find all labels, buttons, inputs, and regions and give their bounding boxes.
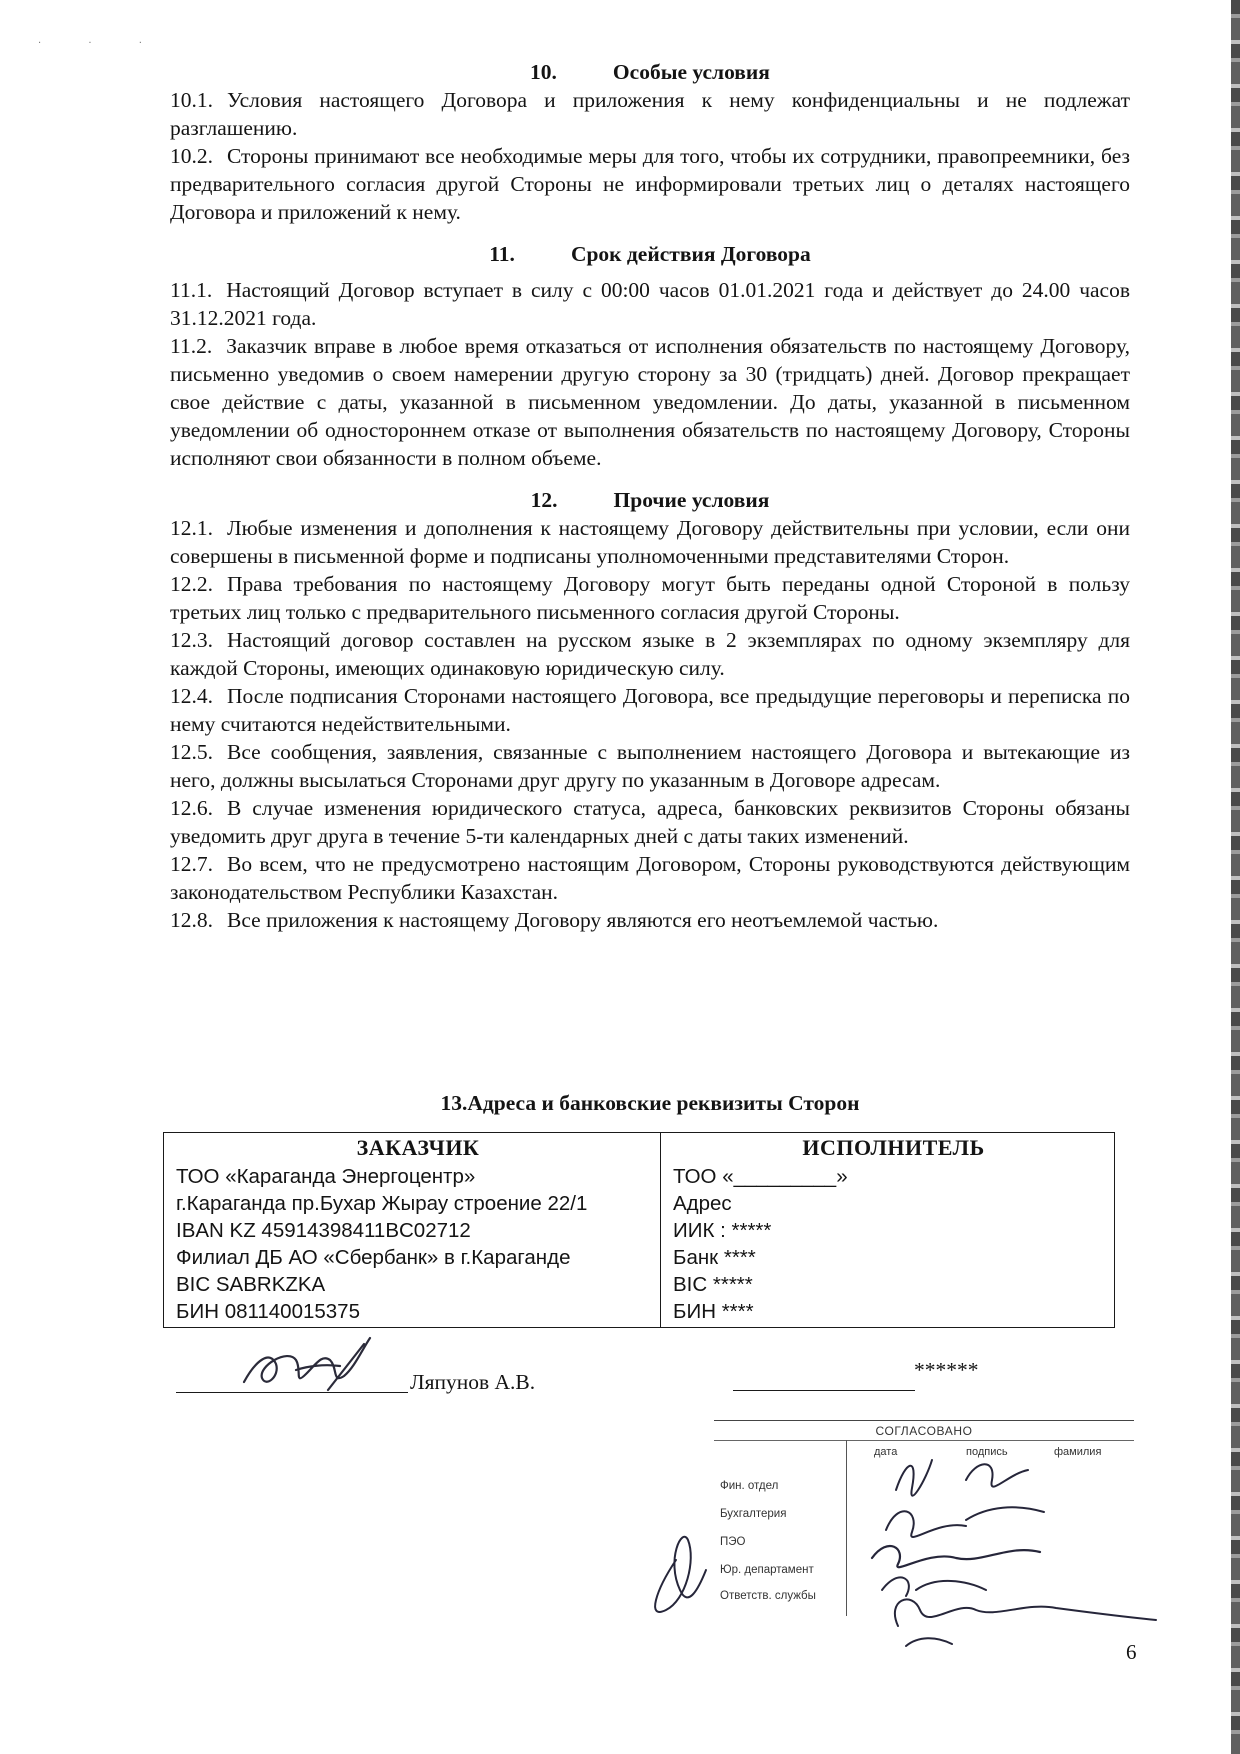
customer-line: IBAN KZ 45914398411BC02712 (176, 1219, 471, 1242)
clause-12-2: 12.2. Права требования по настоящему Договору могут быть переданы одной Стороной в пользу третьих лиц только с предварительного письменного согласия другой Стороны. (170, 572, 1130, 624)
scan-dots-artifact: · · · (38, 38, 164, 49)
stamp-col-sign: подпись (966, 1446, 1008, 1458)
contractor-column (661, 1133, 1114, 1327)
contractor-line: ИИК : ***** (673, 1219, 772, 1242)
contractor-signature-line (733, 1390, 915, 1391)
clause-10-2: 10.2. Стороны принимают все необходимые меры для того, чтобы их сотрудники, правопреемники, без предварительного согласия другой Стороны не информировали третьих лиц о деталях настоящего Договора и приложений к нему. (170, 144, 1130, 224)
section-heading-11: 11. Срок действия Договора (489, 242, 811, 266)
customer-line: г.Караганда пр.Бухар Жырау строение 22/1 (176, 1192, 588, 1215)
stamp-row-label: Бухгалтерия (720, 1508, 787, 1520)
scan-edge-artifact (1231, 0, 1240, 1754)
contractor-line: ТОО «_________» (673, 1165, 848, 1188)
stamp-row-label: Юр. департамент (720, 1564, 814, 1576)
stamp-title: СОГЛАСОВАНО (875, 1424, 973, 1438)
clause-11-2: 11.2. Заказчик вправе в любое время отказаться от исполнения обязательств по настоящему Договору, письменно уведомив о своем намерении другую сторону за 30 (тридцать) дней. Договор прекращает свое действие с даты, указанной в письменном уведомлении. До даты, указанной в письменном уведомлении об одностороннем отказе от выполнения обязательств по настоящему Договору, Стороны исполняют свои обязанности в полном объеме. (170, 334, 1130, 470)
section-heading-12: 12. Прочие условия (530, 488, 770, 512)
contractor-header: ИСПОЛНИТЕЛЬ (802, 1135, 985, 1160)
clause-11-1: 11.1. Настоящий Договор вступает в силу с 00:00 часов 01.01.2021 года и действует до 24.00 часов 31.12.2021 года. (170, 278, 1130, 330)
customer-signature-image (236, 1330, 386, 1400)
customer-header: ЗАКАЗЧИК (356, 1135, 480, 1160)
customer-column (164, 1133, 661, 1327)
clause-12-6: 12.6. В случае изменения юридического статуса, адреса, банковских реквизитов Стороны обязаны уведомить друг друга в течение 5-ти календарных дней с даты таких изменений. (170, 796, 1130, 848)
stamp-row-label: Ответств. службы (720, 1590, 816, 1602)
clause-10-1: 10.1. Условия настоящего Договора и приложения к нему конфиденциальны и не подлежат разглашению. (170, 88, 1130, 140)
stamp-row-label: Фин. отдел (720, 1480, 779, 1492)
stamp-row-label: ПЭО (720, 1536, 746, 1548)
customer-line: Филиал ДБ АО «Сбербанк» в г.Караганде (176, 1246, 571, 1269)
customer-line: BIC SABRKZKA (176, 1273, 326, 1296)
clause-12-5: 12.5. Все сообщения, заявления, связанные с выполнением настоящего Договора и вытекающие из него, должны высылаться Сторонами друг другу по указанным в Договоре адресам. (170, 740, 1130, 792)
customer-line: БИН 081140015375 (176, 1300, 360, 1323)
customer-line: ТОО «Караганда Энергоцентр» (176, 1165, 476, 1188)
requisites-title: 13.Адреса и банковские реквизиты Сторон (440, 1091, 860, 1115)
clause-12-8: 12.8. Все приложения к настоящему Договору являются его неотъемлемой частью. (170, 908, 939, 932)
clause-12-4: 12.4. После подписания Сторонами настоящего Договора, все предыдущие переговоры и переписка по нему считаются недействительными. (170, 684, 1130, 736)
approval-signatures-image (636, 1440, 1226, 1650)
requisites-table (163, 1132, 1115, 1328)
clause-12-3: 12.3. Настоящий договор составлен на русском языке в 2 экземплярах по одному экземпляру для каждой Стороны, имеющих одинаковую юридическую силу. (170, 628, 1130, 680)
contractor-line: BIC ***** (673, 1273, 753, 1296)
contract-body (170, 58, 1130, 934)
contractor-signatory-name: ****** (914, 1358, 979, 1382)
stamp-col-date: дата (874, 1446, 898, 1458)
stamp-col-surname: фамилия (1054, 1446, 1102, 1458)
page-number: 6 (1126, 1640, 1137, 1664)
customer-signatory-name: Ляпунов А.В. (410, 1370, 536, 1394)
contractor-line: Банк **** (673, 1246, 756, 1269)
contractor-line: Адрес (673, 1192, 732, 1215)
contractor-line: БИН **** (673, 1300, 754, 1323)
clause-12-7: 12.7. Во всем, что не предусмотрено настоящим Договором, Стороны руководствуются действующим законодательством Республики Казахстан. (170, 852, 1130, 904)
clause-12-1: 12.1. Любые изменения и дополнения к настоящему Договору действительны при условии, если они совершены в письменной форме и подписаны уполномоченными представителями Сторон. (170, 516, 1130, 568)
section-heading-10: 10. Особые условия (530, 60, 770, 84)
